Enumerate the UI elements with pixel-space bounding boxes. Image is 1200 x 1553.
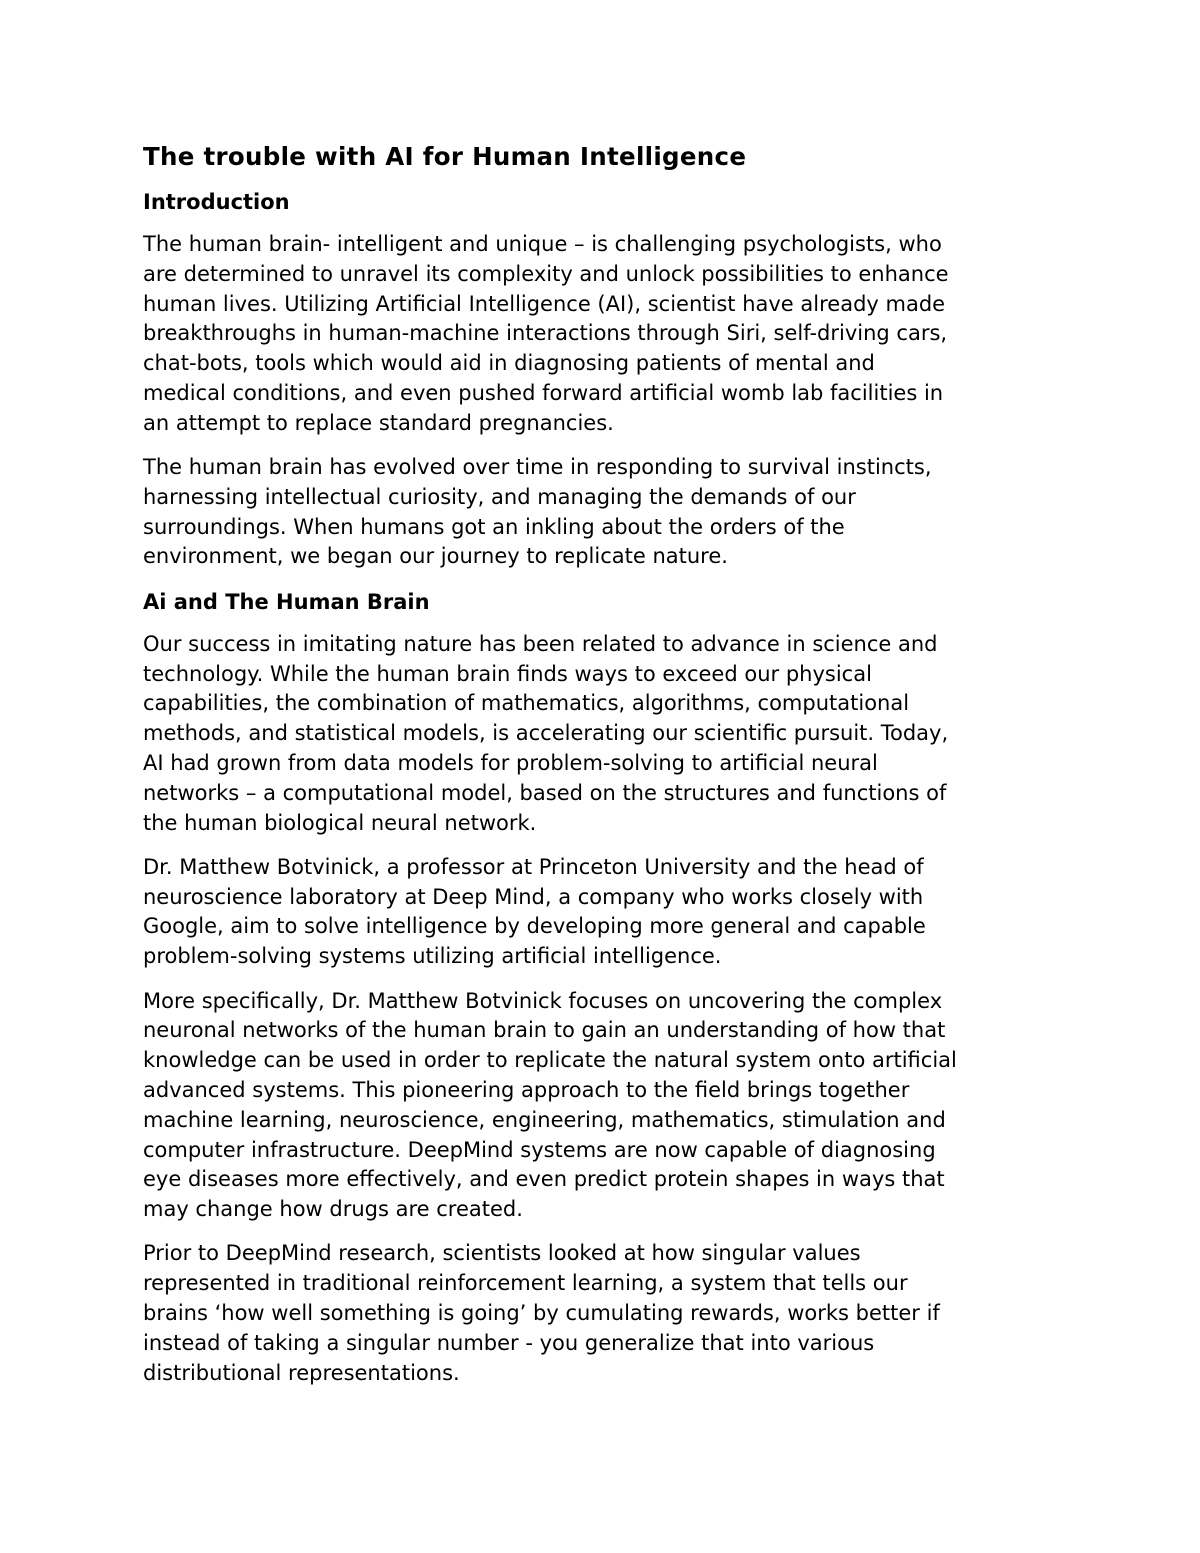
paragraph-line: capabilities, the combination of mathematics, algorithms, computational bbox=[143, 691, 910, 716]
paragraph-line: methods, and statistical models, is accelerating our scientific pursuit. Today, bbox=[143, 721, 949, 746]
paragraph-line: The human brain has evolved over time in responding to survival instincts, bbox=[143, 455, 932, 480]
paragraph-line: represented in traditional reinforcement learning, a system that tells our bbox=[143, 1271, 908, 1296]
paragraph-line: problem-solving systems utilizing artificial intelligence. bbox=[143, 944, 722, 969]
paragraph-line: medical conditions, and even pushed forward artificial womb lab facilities in bbox=[143, 380, 944, 405]
document-page bbox=[143, 140, 1068, 1403]
paragraph-line: knowledge can be used in order to replicate the natural system onto artificial bbox=[143, 1048, 957, 1073]
paragraph-line: human lives. Utilizing Artificial Intelligence (AI), scientist have already made bbox=[143, 291, 946, 316]
paragraph-line: environment, we began our journey to replicate nature. bbox=[143, 544, 728, 569]
paragraph-line: neuroscience laboratory at Deep Mind, a company who works closely with bbox=[143, 884, 924, 909]
paragraph-line: brains ‘how well something is going’ by cumulating rewards, works better if bbox=[143, 1301, 940, 1325]
paragraph-line: distributional representations. bbox=[143, 1360, 460, 1385]
paragraph-line: eye diseases more effectively, and even predict protein shapes in ways that bbox=[143, 1167, 945, 1192]
paragraph-line: machine learning, neuroscience, engineering, mathematics, stimulation and bbox=[143, 1107, 946, 1132]
paragraph bbox=[143, 853, 1068, 972]
paragraph-line: computer infrastructure. DeepMind systems are now capable of diagnosing bbox=[143, 1137, 936, 1162]
paragraph-line: Prior to DeepMind research, scientists looked at how singular values bbox=[143, 1241, 861, 1266]
paragraph-line: are determined to unravel its complexity and unlock possibilities to enhance bbox=[143, 261, 949, 286]
paragraph-line: the human biological neural network. bbox=[143, 810, 537, 835]
paragraph-line: Google, aim to solve intelligence by developing more general and capable bbox=[143, 914, 926, 939]
paragraph-line: chat-bots, tools which would aid in diagnosing patients of mental and bbox=[143, 351, 875, 376]
paragraph-line: advanced systems. This pioneering approach to the field brings together bbox=[143, 1077, 910, 1102]
paragraph-line: surroundings. When humans got an inkling about the orders of the bbox=[143, 514, 845, 539]
paragraph-line: AI had grown from data models for problem-solving to artificial neural bbox=[143, 750, 878, 775]
paragraph-line: an attempt to replace standard pregnancies. bbox=[143, 410, 614, 435]
section-heading: Ai and The Human Brain bbox=[143, 589, 430, 614]
paragraph-line: networks – a computational model, based on the structures and functions of bbox=[143, 780, 947, 805]
paragraph-line: More specifically, Dr. Matthew Botvinick focuses on uncovering the complex bbox=[143, 988, 943, 1013]
paragraph bbox=[143, 987, 1068, 1225]
document-body bbox=[143, 187, 1068, 1388]
paragraph-line: Dr. Matthew Botvinick, a professor at Princeton University and the head of bbox=[143, 854, 924, 879]
paragraph bbox=[143, 230, 1068, 439]
paragraph-line: harnessing intellectual curiosity, and managing the demands of our bbox=[143, 484, 856, 509]
paragraph-line: may change how drugs are created. bbox=[143, 1197, 523, 1222]
paragraph-line: The human brain- intelligent and unique – is challenging psychologists, who bbox=[143, 232, 942, 256]
paragraph-line: instead of taking a singular number - you generalize that into various bbox=[143, 1330, 875, 1355]
section-heading: Introduction bbox=[143, 190, 290, 214]
paragraph-line: breakthroughs in human-machine interactions through Siri, self-driving cars, bbox=[143, 321, 948, 346]
paragraph-line: Our success in imitating nature has been related to advance in science and bbox=[143, 631, 938, 656]
paragraph bbox=[143, 1239, 1068, 1388]
paragraph bbox=[143, 630, 1068, 839]
paragraph-line: technology. While the human brain finds ways to exceed our physical bbox=[143, 661, 872, 686]
document-title: The trouble with AI for Human Intelligence bbox=[143, 142, 747, 171]
paragraph-line: neuronal networks of the human brain to gain an understanding of how that bbox=[143, 1018, 946, 1043]
paragraph bbox=[143, 453, 1068, 572]
